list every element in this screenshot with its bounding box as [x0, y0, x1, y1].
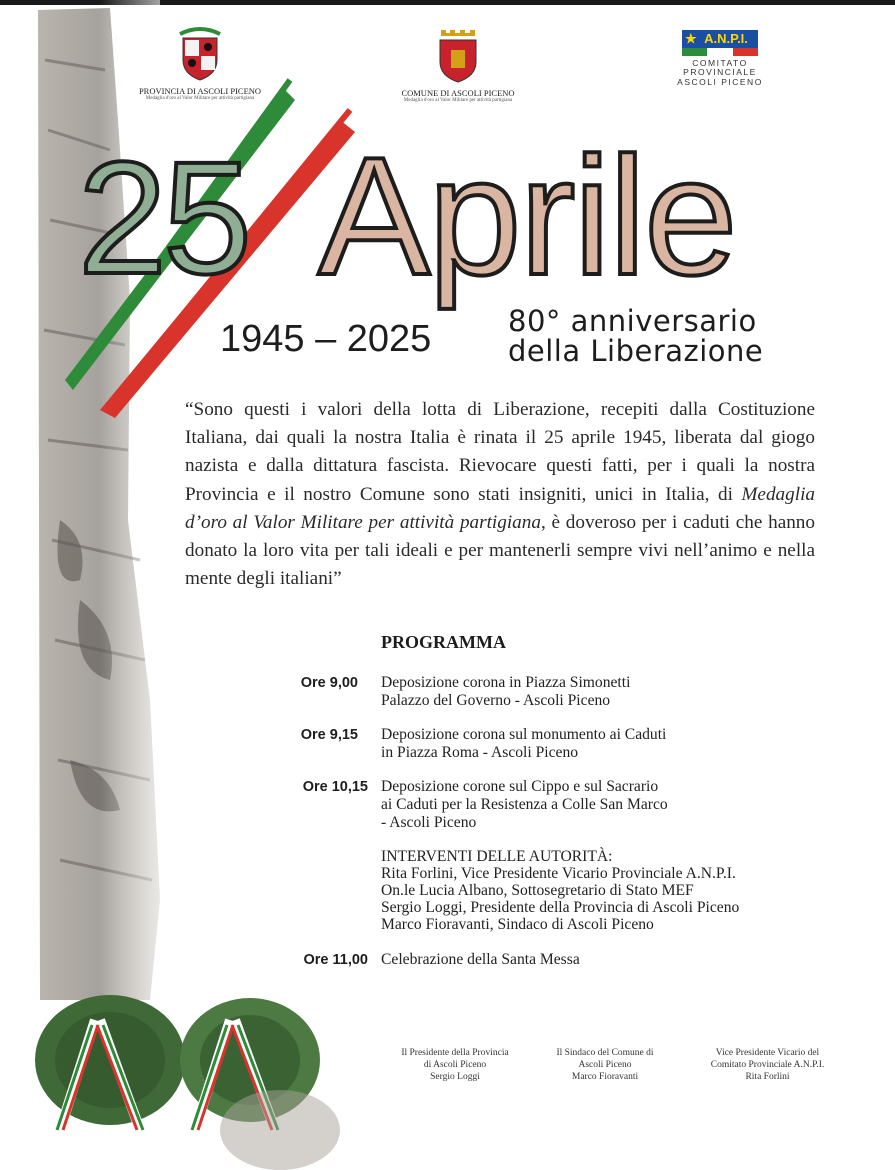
program-time: Ore 9,00: [300, 675, 358, 691]
program-line: ai Caduti per la Resistenza a Colle San Marco: [381, 796, 668, 813]
anpi-line-1: COMITATO: [692, 58, 748, 68]
anpi-banner: ★ A.N.P.I.: [682, 30, 758, 48]
signature-anpi: [695, 1047, 840, 1083]
signature-line: Comitato Provinciale A.N.P.I.: [710, 1060, 825, 1070]
title-month: Aprile: [318, 122, 736, 310]
signature-provincia: [385, 1047, 525, 1083]
signature-line: Ascoli Piceno: [578, 1060, 632, 1070]
provincia-crest-icon: [175, 26, 225, 82]
signature-line: Vice Presidente Vicario del: [715, 1048, 820, 1058]
tricolor-stripe: [682, 48, 758, 56]
program-time: Ore 9,15: [300, 727, 358, 743]
signature-comune: [535, 1047, 675, 1083]
anpi-line-2: PROVINCIALE: [683, 67, 757, 78]
comune-subtitle: Medaglia d'oro al Valor Militare per attività partigiana: [403, 98, 513, 104]
program-time: Ore 10,15: [302, 779, 368, 795]
program-line: in Piazza Roma - Ascoli Piceno: [381, 744, 579, 761]
quote-paragraph: [185, 396, 815, 593]
signature-line: Il Sindaco del Comune di: [556, 1048, 654, 1058]
anpi-logo: [670, 30, 770, 87]
program-line: Sergio Loggi, Presidente della Provincia di Ascoli Piceno: [381, 899, 740, 916]
signature-line: Rita Forlini: [745, 1072, 790, 1082]
program-line: Deposizione corona in Piazza Simonetti: [381, 674, 631, 691]
provincia-logo: [120, 26, 280, 101]
anpi-line-3: ASCOLI PICENO: [677, 76, 763, 87]
title-day: 25: [78, 128, 248, 307]
quote-part-1: “Sono questi i valori della lotta di Liberazione, recepiti dalla Costituzione Italiana, dai quali la nostra Italia è rinata il 25 aprile 1945, liberata dal giogo nazista e dalla dittatura fascista. Rievocare questi fatti, per i quali la nostra Provincia e il nostro Comune sono stati insigniti, unici in Italia, di: [185, 399, 815, 505]
program-line: Deposizione corona sul monumento ai Caduti: [381, 726, 667, 743]
years-range: 1945 – 2025: [220, 318, 432, 360]
signature-line: Marco Fioravanti: [571, 1072, 639, 1082]
program-line: On.le Lucia Albano, Sottosegretario di Stato MEF: [381, 882, 694, 899]
anniversary-text: [508, 306, 763, 367]
program-line: Celebrazione della Santa Messa: [381, 951, 580, 968]
comune-logo: [383, 26, 533, 103]
comune-crest-icon: [435, 26, 481, 84]
provincia-subtitle: Medaglia d'oro al Valor Militare per attività partigiana: [145, 96, 255, 102]
program-line: - Ascoli Piceno: [381, 814, 477, 831]
quote-part-2: , è doveroso per i caduti che hanno donato la loro vita per tali ideali e per mantenerli sempre vivi nell’animo e nella mente degli italiani”: [185, 511, 815, 590]
program-line: Marco Fioravanti, Sindaco di Ascoli Piceno: [381, 916, 654, 933]
program-line: Rita Forlini, Vice Presidente Vicario Provinciale A.N.P.I.: [381, 865, 736, 882]
program-time: Ore 11,00: [303, 952, 368, 968]
programma-title: PROGRAMMA: [381, 632, 506, 652]
star-icon: ★: [685, 31, 697, 46]
comune-name: COMUNE DI ASCOLI PICENO: [401, 88, 515, 98]
anniversary-line-1: 80° anniversario: [508, 304, 757, 338]
quote-italic: Medaglia d’oro al Valor Militare per attività partigiana: [185, 483, 815, 533]
signature-line: di Ascoli Piceno: [423, 1060, 487, 1070]
signature-line: Il Presidente della Provincia: [401, 1048, 509, 1058]
signature-line: Sergio Loggi: [430, 1072, 480, 1082]
program-line: Deposizione corone sul Cippo e sul Sacrario: [381, 778, 659, 795]
provincia-name: PROVINCIA DI ASCOLI PICENO: [138, 86, 262, 96]
program-line: Palazzo del Governo - Ascoli Piceno: [381, 692, 611, 709]
program-line: INTERVENTI DELLE AUTORITÀ:: [381, 848, 613, 865]
anniversary-line-2: della Liberazione: [508, 334, 764, 369]
